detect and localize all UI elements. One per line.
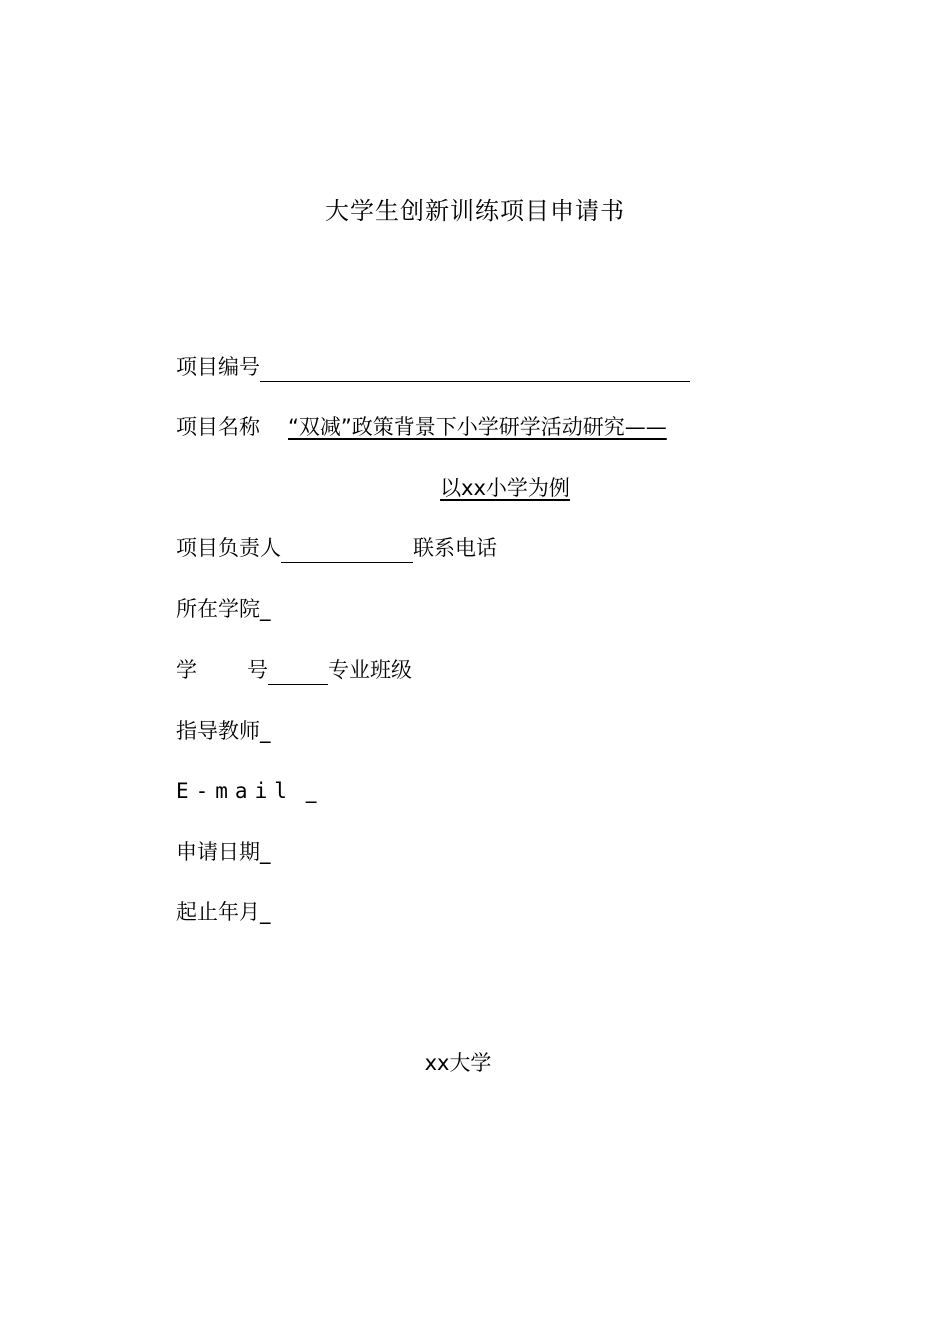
document-title: 大学生创新训练项目申请书 — [325, 197, 625, 225]
phone-label: 联系电话 — [413, 536, 497, 560]
email-label: E-mail — [176, 779, 294, 803]
project-name-value-line2: 以xx小学为例 — [440, 476, 570, 500]
college-label: 所在学院_ — [176, 597, 271, 621]
project-number-row — [176, 352, 690, 382]
project-number-label: 项目编号 — [176, 355, 260, 379]
student-id-label-a: 学 — [176, 658, 197, 682]
leader-row — [176, 533, 497, 563]
email-row — [176, 776, 316, 806]
student-id-row — [176, 655, 412, 685]
project-name-value-line2-wrap — [30, 473, 950, 503]
email-blank[interactable]: _ — [305, 779, 317, 803]
student-id-blank[interactable] — [268, 660, 328, 685]
student-id-label-b: 号 — [247, 658, 268, 682]
project-number-blank[interactable] — [260, 357, 690, 382]
period-row — [176, 897, 271, 927]
period-label: 起止年月_ — [176, 900, 271, 924]
advisor-row — [176, 716, 271, 746]
college-row — [176, 594, 271, 624]
major-class-label: 专业班级 — [328, 658, 412, 682]
project-name-row — [176, 412, 667, 442]
advisor-label: 指导教师_ — [176, 719, 271, 743]
leader-label: 项目负责人 — [176, 536, 281, 560]
project-name-value-line1: “双减”政策背景下小学研学活动研究—— — [288, 415, 667, 439]
university-footer: xx大学 — [424, 1051, 492, 1075]
apply-date-row — [176, 837, 271, 867]
apply-date-label: 申请日期_ — [176, 840, 271, 864]
project-name-label: 项目名称 — [176, 415, 260, 439]
leader-blank[interactable] — [281, 538, 413, 563]
